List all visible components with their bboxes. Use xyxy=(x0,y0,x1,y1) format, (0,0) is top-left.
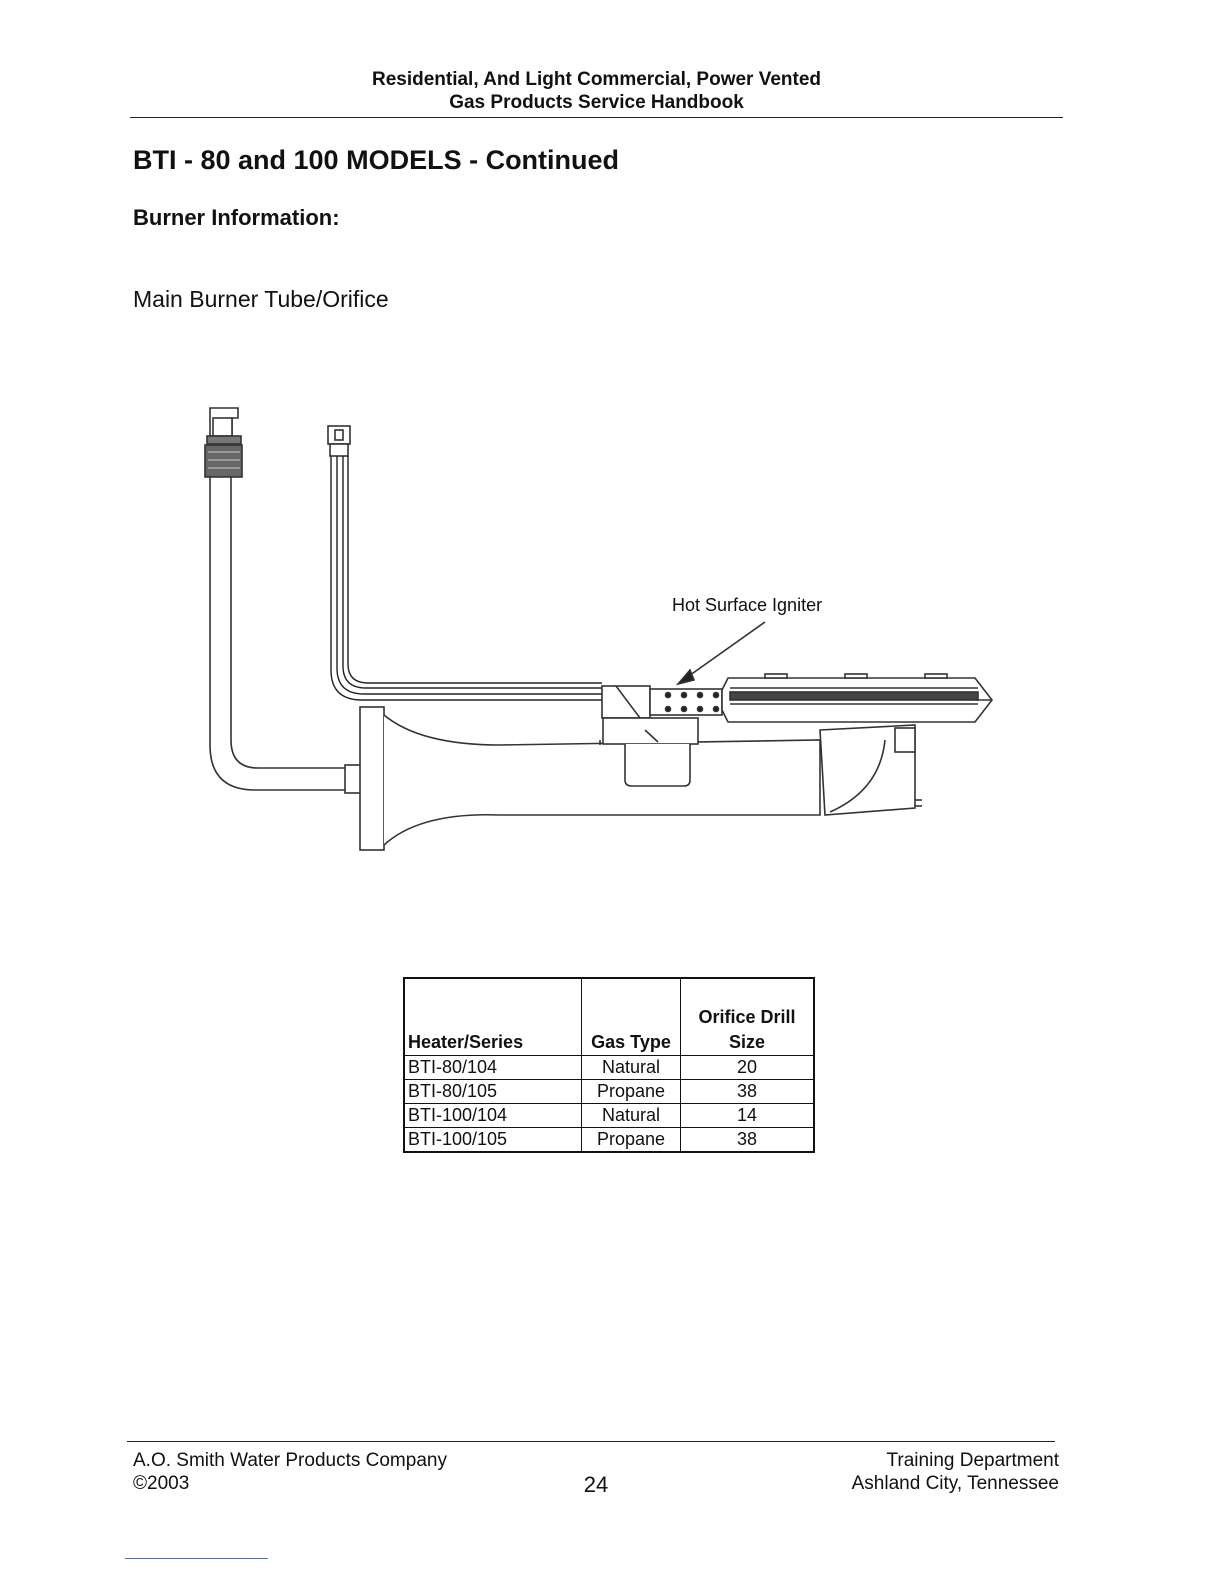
cell-drill-size: 38 xyxy=(681,1128,815,1153)
footer-company: A.O. Smith Water Products Company xyxy=(133,1450,447,1471)
igniter-callout-arrow xyxy=(678,622,765,684)
header-divider xyxy=(130,117,1063,118)
header-drill-line1: Orifice Drill xyxy=(698,1007,796,1027)
cell-gas-type: Natural xyxy=(582,1056,681,1080)
cell-gas-type: Natural xyxy=(582,1104,681,1128)
venturi-tube xyxy=(360,707,820,850)
header-drill-line2: Size xyxy=(728,1032,766,1052)
header-gas-type: Gas Type xyxy=(582,978,681,1056)
footer-copyright: ©2003 xyxy=(133,1473,190,1494)
igniter-label: Hot Surface Igniter xyxy=(672,595,823,615)
header-series: Heater/Series xyxy=(404,978,582,1056)
document-header xyxy=(130,68,1063,114)
cell-series: BTI-80/104 xyxy=(404,1056,582,1080)
cell-drill-size: 14 xyxy=(681,1104,815,1128)
table-row xyxy=(404,1104,814,1128)
header-drill-size xyxy=(681,978,815,1056)
igniter-wire xyxy=(328,426,602,700)
cell-series: BTI-80/105 xyxy=(404,1080,582,1104)
part-name: Main Burner Tube/Orifice xyxy=(133,286,389,312)
burner-assembly-diagram xyxy=(190,385,1000,865)
orifice-drill-table xyxy=(403,977,815,1153)
footer-right xyxy=(852,1449,1059,1495)
footer-location: Ashland City, Tennessee xyxy=(851,1473,1059,1494)
table-row xyxy=(404,1080,814,1104)
cell-series: BTI-100/104 xyxy=(404,1104,582,1128)
burner-housing xyxy=(820,725,922,815)
burner-head xyxy=(722,674,992,722)
page-number: 24 xyxy=(583,1472,609,1497)
footer-left xyxy=(133,1449,447,1495)
cell-drill-size: 38 xyxy=(681,1080,815,1104)
header-title-line2: Gas Products Service Handbook xyxy=(449,92,744,113)
table-row xyxy=(404,1056,814,1080)
gas-supply-tube xyxy=(205,408,363,793)
footer-divider xyxy=(127,1441,1055,1442)
header-title-line1: Residential, And Light Commercial, Power Vented xyxy=(371,69,822,90)
footer-department: Training Department xyxy=(886,1450,1059,1471)
cell-gas-type: Propane xyxy=(582,1128,681,1153)
cell-series: BTI-100/105 xyxy=(404,1128,582,1153)
table-header-row xyxy=(404,978,814,1056)
table-row xyxy=(404,1128,814,1153)
blue-link-underline xyxy=(125,1558,268,1559)
cell-gas-type: Propane xyxy=(582,1080,681,1104)
hot-surface-igniter-element xyxy=(650,689,722,715)
subheading: Burner Information: xyxy=(133,205,340,230)
section-title: BTI - 80 and 100 MODELS - Continued xyxy=(133,145,620,175)
cell-drill-size: 20 xyxy=(681,1056,815,1080)
